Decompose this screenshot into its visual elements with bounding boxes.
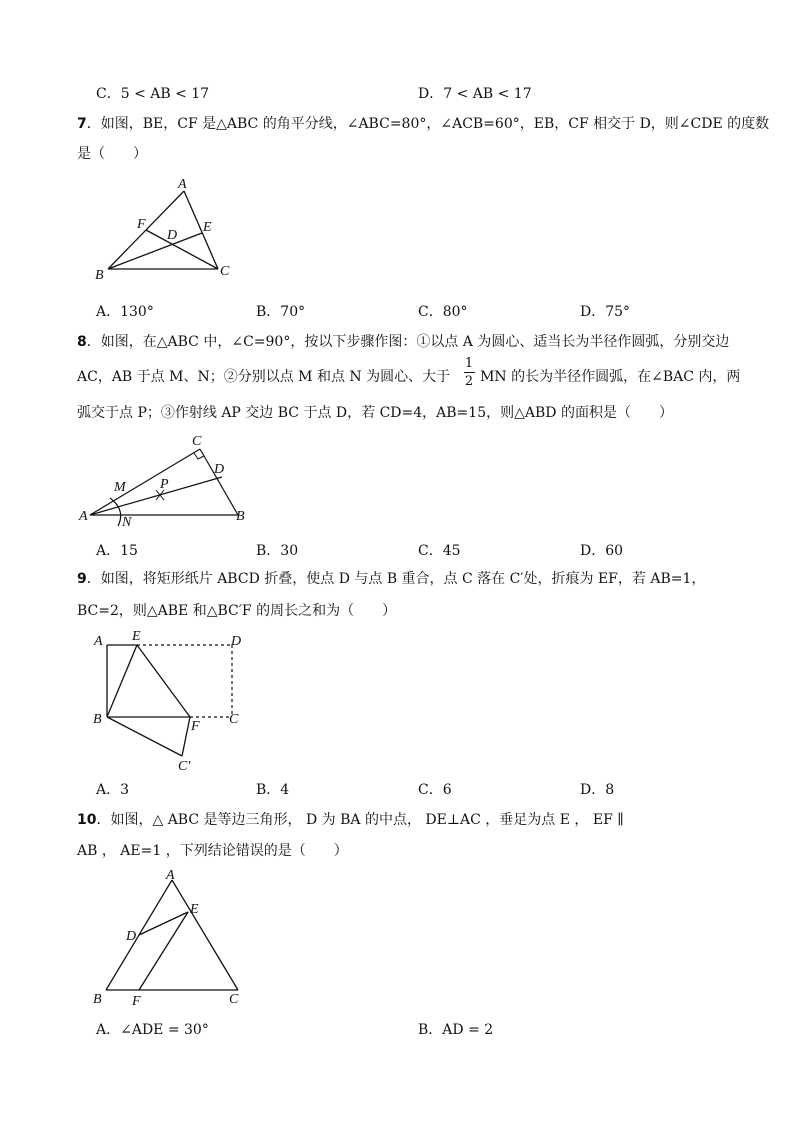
q8-option-a: A．15 xyxy=(96,543,138,559)
q10-label-e: E xyxy=(190,902,199,917)
q8-option-b: B．30 xyxy=(256,543,299,559)
q6-option-d: D．7 < AB < 17 xyxy=(418,86,532,102)
q10-label-a: A xyxy=(166,868,175,883)
q7-figure xyxy=(88,175,248,285)
q6-option-c: C．5 < AB < 17 xyxy=(96,86,210,102)
q8-text: ．如图，在△ABC 中，∠C=90°，按以下步骤作图：①以点 A 为圆心、适当长为半径作圆弧，分别交边 xyxy=(86,334,730,350)
q8-text-2b: MN 的长为半径作圆弧，在∠BAC 内，两 xyxy=(480,369,741,385)
q8-stem-line2 xyxy=(77,366,740,388)
q7-side-ac xyxy=(184,191,218,269)
q9-stem-line2: BC=2，则△ABE 和△BC′F 的周长之和为（ ） xyxy=(77,603,397,619)
q8-number: 8 xyxy=(77,334,87,350)
q9-label-c-prime: C′ xyxy=(178,759,191,774)
q8-label-c: C xyxy=(192,434,202,449)
q9-option-d: D．8 xyxy=(580,782,615,798)
q8-label-n: N xyxy=(122,515,132,530)
q8-frac-numerator: 1 xyxy=(464,356,474,371)
q7-number: 7 xyxy=(77,116,87,132)
q10-label-f: F xyxy=(132,994,141,1008)
q10-option-a: A．∠ADE = 30° xyxy=(96,1022,209,1038)
q8-label-m: M xyxy=(114,480,126,495)
q8-label-p: P xyxy=(160,477,169,492)
q7-segment-cf xyxy=(146,230,218,269)
q7-stem-line2: 是（ ） xyxy=(77,146,147,162)
q7-segment-be xyxy=(108,233,202,269)
q7-option-b: B．70° xyxy=(256,304,306,320)
q9-label-f: F xyxy=(191,719,200,734)
q8-side-ac xyxy=(90,449,200,515)
q7-label-b: B xyxy=(95,268,104,283)
q7-label-e: E xyxy=(203,220,212,235)
q7-option-a: A．130° xyxy=(96,304,154,320)
q8-option-d: D．60 xyxy=(580,543,624,559)
q8-fraction xyxy=(461,356,477,389)
q8-ray-ad xyxy=(90,477,222,515)
q10-label-b: B xyxy=(93,992,102,1007)
q10-label-d: D xyxy=(126,929,137,944)
q9-label-a: A xyxy=(94,634,103,649)
q7-option-c: C．80° xyxy=(418,304,468,320)
q7-label-f: F xyxy=(137,217,146,232)
q7-option-d: D．75° xyxy=(580,304,631,320)
q10-stem-line1 xyxy=(77,809,624,831)
q9-option-b: B．4 xyxy=(256,782,290,798)
q8-label-b: B xyxy=(236,509,245,524)
q10-side-ac xyxy=(172,880,238,990)
q9-figure xyxy=(86,628,256,776)
q9-label-e: E xyxy=(132,629,141,644)
q10-label-c: C xyxy=(229,992,239,1007)
q8-label-a: A xyxy=(79,509,88,524)
q8-stem-line1 xyxy=(77,331,729,353)
q7-label-c: C xyxy=(220,264,230,279)
q10-text: ．如图，△ ABC 是等边三角形， D 为 BA 的中点， DE⊥AC ，垂足为点 E ， EF ∥ xyxy=(96,812,624,828)
q10-stem-line2: AB ， AE=1 ，下列结论错误的是（ ） xyxy=(77,843,348,859)
q9-text: ．如图，将矩形纸片 ABCD 折叠，使点 D 与点 B 重合，点 C 落在 C′处，折痕为 EF，若 AB=1， xyxy=(86,571,706,587)
q9-label-d: D xyxy=(231,634,242,649)
q8-stem-line3: 弧交于点 P；③作射线 AP 交边 BC 于点 D，若 CD=4，AB=15，则△ABD 的面积是（ ） xyxy=(77,405,673,421)
q7-stem-line1 xyxy=(77,113,769,135)
q8-label-d: D xyxy=(214,462,225,477)
q8-frac-denominator: 2 xyxy=(464,374,474,389)
q10-number: 10 xyxy=(77,812,97,828)
q9-label-b: B xyxy=(93,712,102,727)
q8-figure xyxy=(76,432,266,532)
q9-crease-ef xyxy=(137,645,190,717)
q7-label-a: A xyxy=(178,177,187,192)
q9-segment-be xyxy=(107,645,137,717)
q9-number: 9 xyxy=(77,571,87,587)
q8-option-c: C．45 xyxy=(418,543,461,559)
q9-segment-fc-prime xyxy=(182,717,190,756)
q9-option-c: C．6 xyxy=(418,782,452,798)
q10-figure xyxy=(86,866,256,1008)
q7-text: ．如图，BE，CF 是△ABC 的角平分线，∠ABC=80°，∠ACB=60°，EB，CF 相交于 D，则∠CDE 的度数 xyxy=(86,116,770,132)
q10-option-b: B．AD = 2 xyxy=(418,1022,494,1038)
q8-frac-bar xyxy=(464,372,475,373)
q9-segment-bc-prime xyxy=(107,717,182,756)
q8-text-2a: AC，AB 于点 M、N；②分别以点 M 和点 N 为圆心、大于 xyxy=(77,369,451,385)
q7-label-d: D xyxy=(167,228,178,243)
q9-option-a: A．3 xyxy=(96,782,130,798)
q9-stem-line1 xyxy=(77,568,705,590)
q9-label-c: C xyxy=(229,712,239,727)
